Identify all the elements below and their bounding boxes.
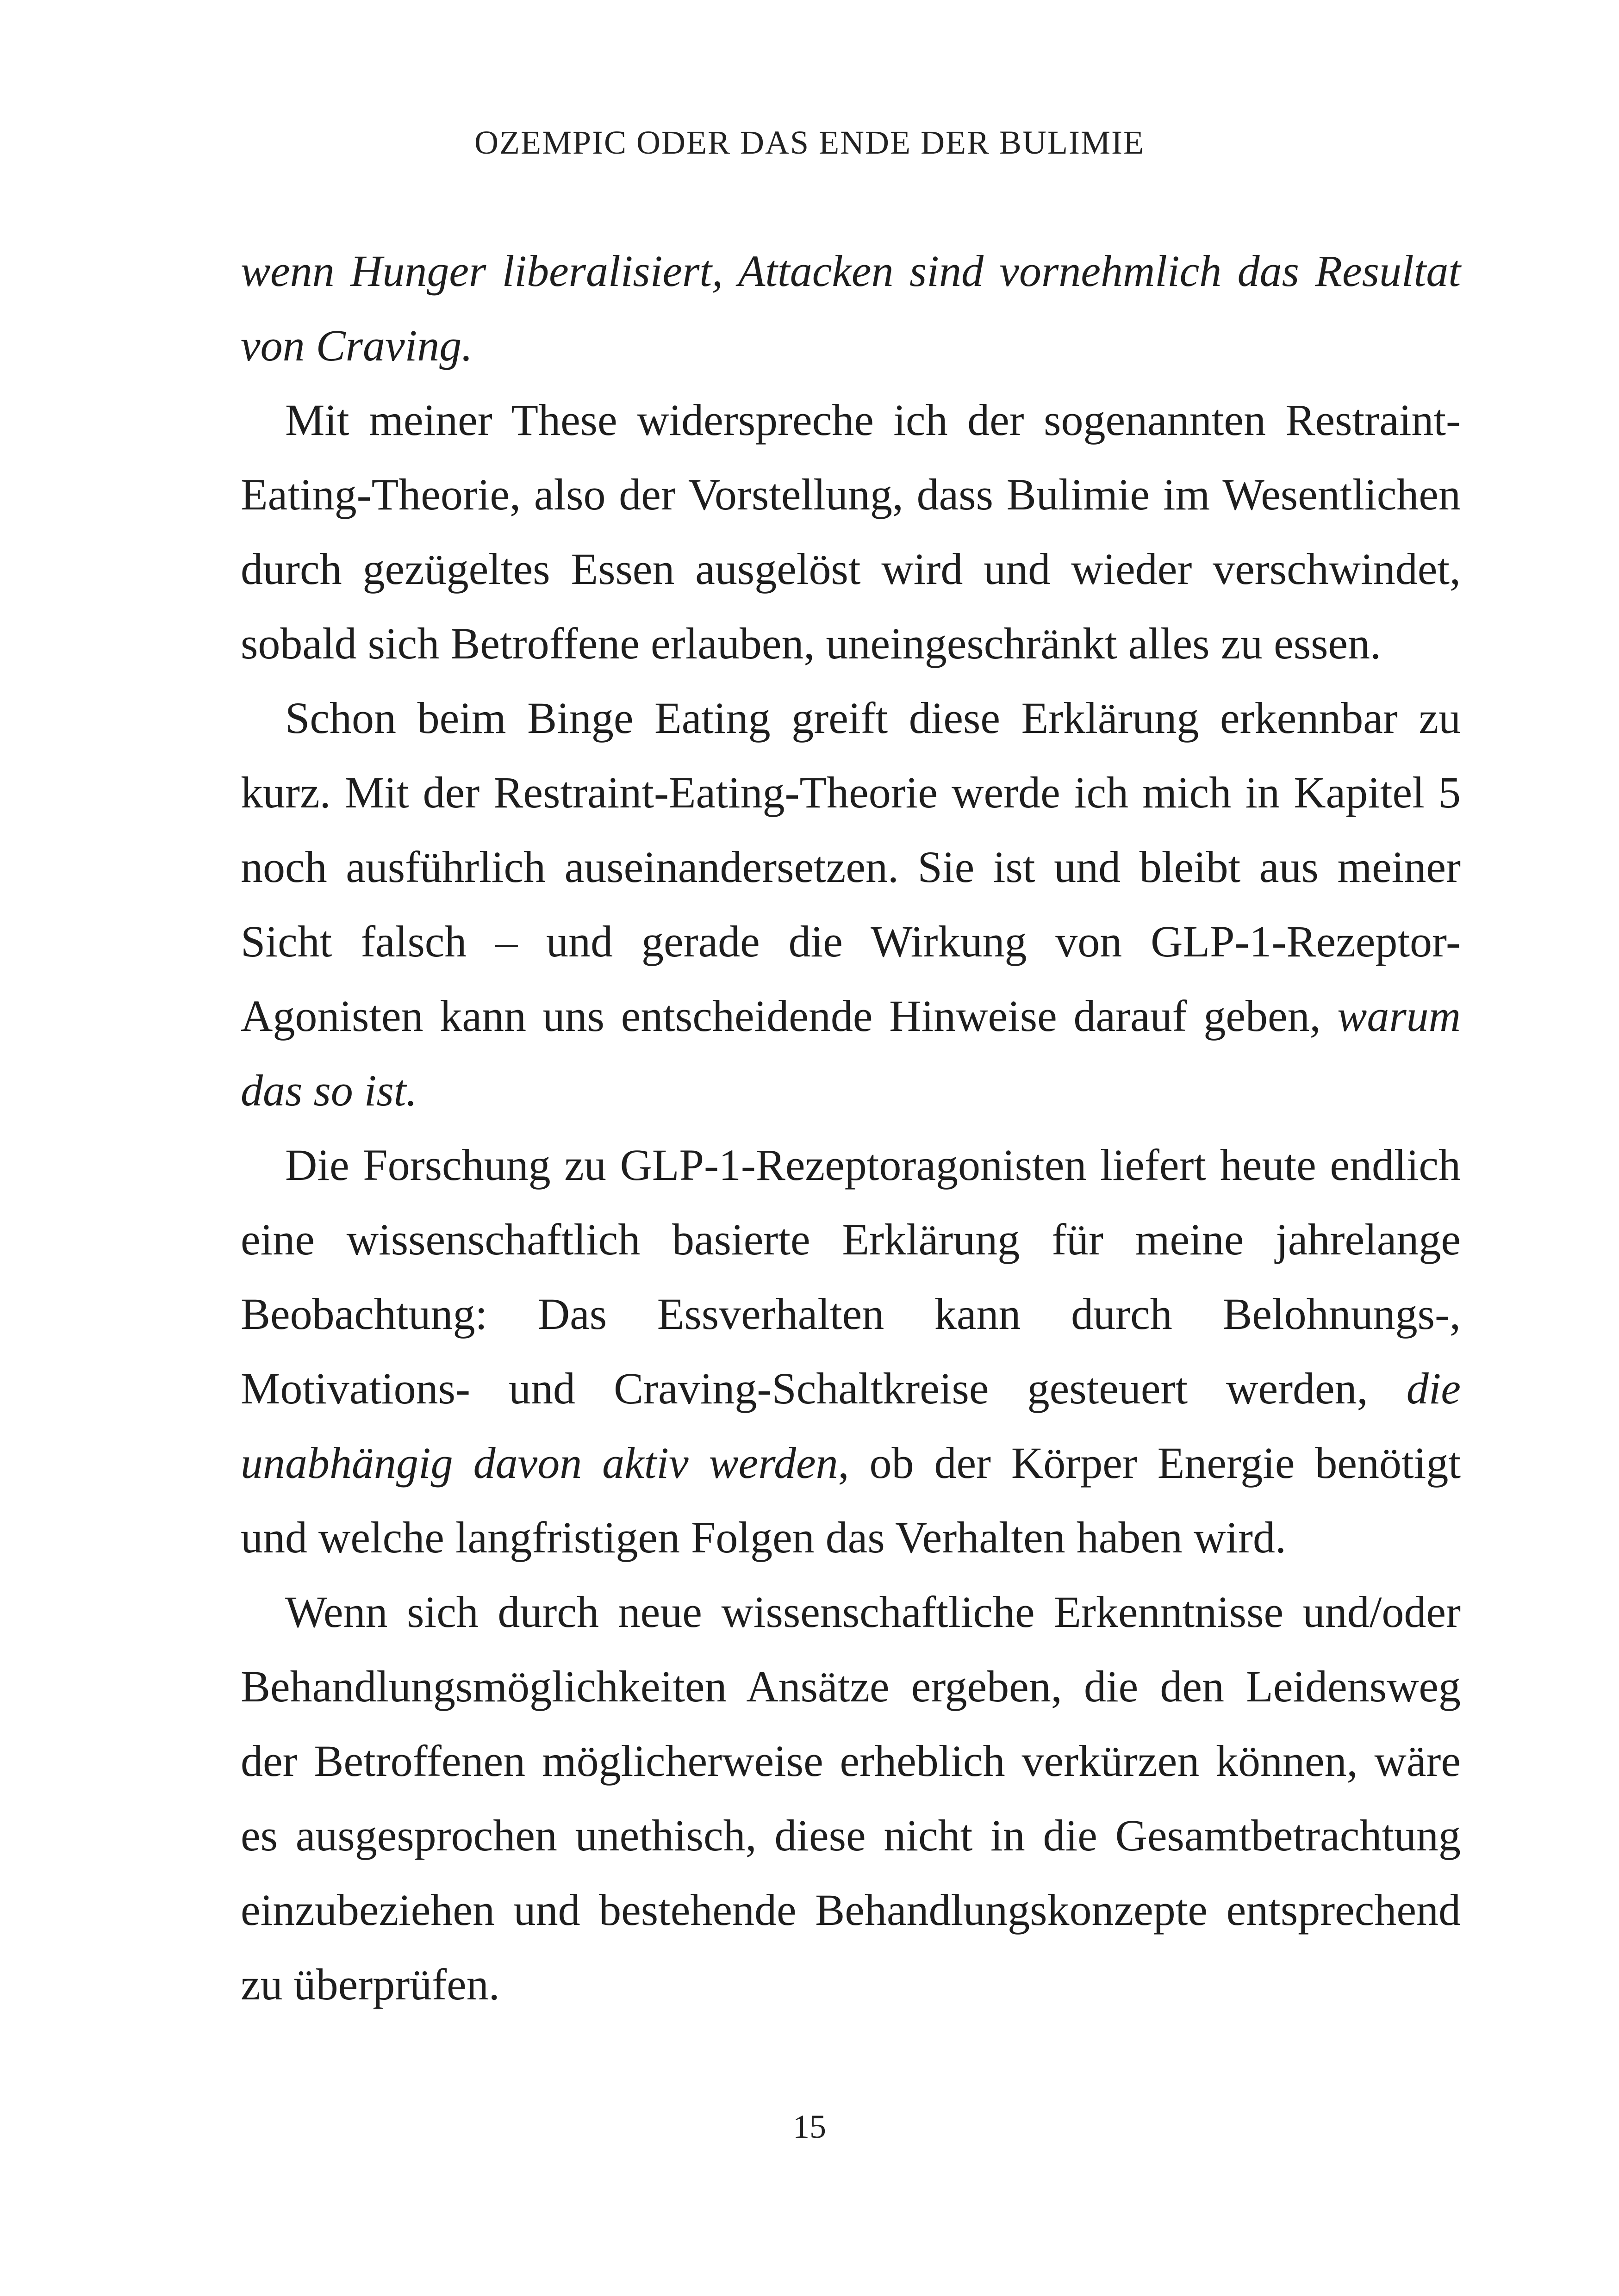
paragraph-2-segment-1: Mit meiner These widerspreche ich der sogenannten Restraint-Eating-Theorie, also der Vorstellung, dass Bulimie im Wesentlichen durch gezügeltes Essen ausgelöst wird und wieder verschwindet, sobald sich Betroffene erlauben, uneingeschränkt alles zu essen.	[241, 395, 1461, 668]
paragraph-1-segment-1: wenn Hunger liberalisiert, Attacken sind vornehmlich das Resultat von Craving.	[241, 246, 1461, 370]
paragraph-3-segment-2: warum das so ist.	[241, 991, 1461, 1115]
page-number: 15	[793, 2108, 826, 2145]
running-head: OZEMPIC ODER DAS ENDE DER BULIMIE	[474, 124, 1145, 161]
paragraph-2	[241, 383, 1461, 681]
paragraph-3-segment-1: Schon beim Binge Eating greift diese Erklärung erkennbar zu kurz. Mit der Restraint-Eating-Theorie werde ich mich in Kapitel 5 noch ausführlich auseinandersetzen. Sie ist und bleibt aus meiner Sicht falsch – und gerade die Wirkung von GLP-1-Rezeptor-Agonisten kann uns entscheidende Hinweise darauf geben,	[241, 693, 1461, 1041]
paragraph-4-segment-2: die unabhängig davon aktiv werden	[241, 1364, 1461, 1488]
paragraph-4-segment-1: Die Forschung zu GLP-1-Rezeptoragonisten liefert heute endlich eine wissenschaftlich basierte Erklärung für meine jahrelange Beobachtung: Das Essverhalten kann durch Belohnungs-, Motivations- und Craving-Schaltkreise gesteuert werden,	[241, 1140, 1461, 1413]
paragraph-1	[241, 234, 1461, 383]
paragraph-5-segment-1: Wenn sich durch neue wissenschaftliche Erkenntnisse und/oder Behandlungsmöglichkeiten Ansätze ergeben, die den Leidensweg der Betroffenen möglicherweise erheblich verkürzen können, wäre es ausgesprochen unethisch, diese nicht in die Gesamtbetrachtung einzubeziehen und bestehende Behandlungskonzepte entsprechend zu überprüfen.	[241, 1587, 1461, 2009]
paragraph-4-segment-3: , ob der Körper Energie benötigt und welche langfristigen Folgen das Verhalten haben wird.	[241, 1438, 1461, 1562]
paragraph-3	[241, 681, 1461, 1128]
paragraph-4	[241, 1128, 1461, 1575]
body-text	[241, 234, 1461, 2022]
paragraph-5	[241, 1575, 1461, 2022]
